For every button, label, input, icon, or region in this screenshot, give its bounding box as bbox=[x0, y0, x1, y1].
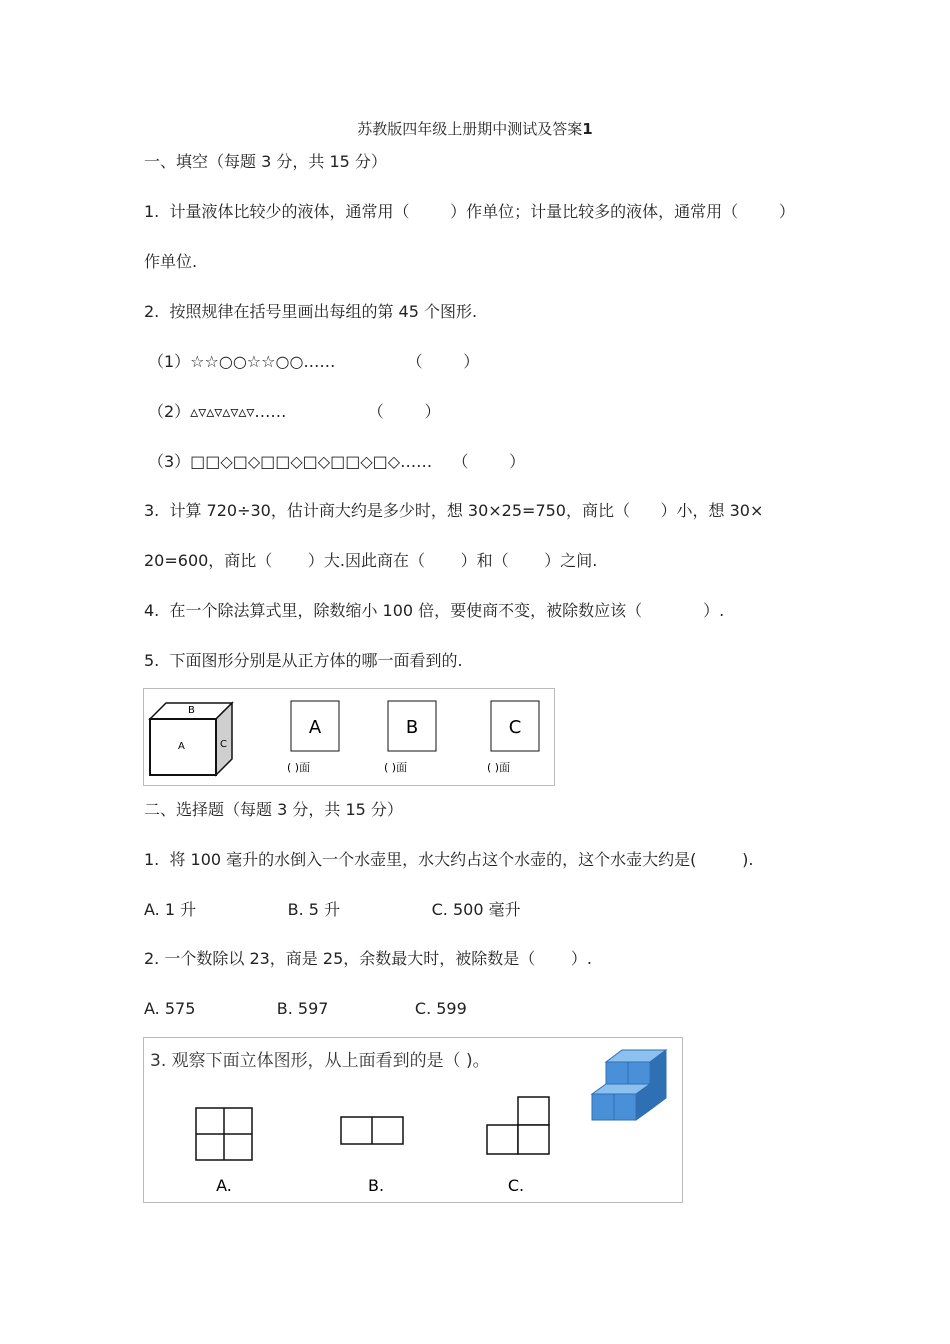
top-view-figure bbox=[143, 1037, 683, 1203]
top-view-drawing bbox=[144, 1038, 682, 1202]
section-1-heading: 一、填空（每题 3 分，共 15 分） bbox=[144, 152, 387, 171]
cube-view-figure bbox=[143, 688, 555, 786]
view-label-a: A bbox=[308, 717, 322, 738]
stacked-cubes-illustration bbox=[592, 1050, 666, 1120]
cube-front-label: A bbox=[178, 741, 185, 752]
view-blank-a: ( )面 bbox=[287, 761, 311, 774]
view-blank-b: ( )面 bbox=[384, 761, 408, 774]
cube-top-label: B bbox=[188, 705, 195, 716]
option-b-shape bbox=[341, 1117, 403, 1144]
option-a-shape bbox=[196, 1108, 252, 1160]
choice-question-1: 1. 将 100 毫升的水倒入一个水壶里，水大约占这个水壶的，这个水壶大约是( ). bbox=[144, 850, 754, 869]
choice-question-1-options: A. 1 升 B. 5 升 C. 500 毫升 bbox=[144, 900, 521, 919]
cube-side-label: C bbox=[220, 739, 227, 750]
question-1-line-2: 作单位. bbox=[144, 252, 198, 271]
title-number: 1 bbox=[582, 120, 593, 138]
question-3-line-1: 3. 计算 720÷30，估计商大约是多少时，想 30×25=750，商比（ ）小，想 30× bbox=[144, 501, 764, 520]
choice-question-2: 2. 一个数除以 23，商是 25，余数最大时，被除数是（ ）. bbox=[144, 949, 592, 968]
option-a-label: A. bbox=[216, 1176, 232, 1195]
title-text: 苏教版四年级上册期中测试及答案 bbox=[357, 120, 583, 138]
question-1-line-1: 1. 计量液体比较少的液体，通常用（ ）作单位；计量比较多的液体，通常用（ ） bbox=[144, 202, 795, 221]
view-blank-c: ( )面 bbox=[487, 761, 511, 774]
cube-view-drawing bbox=[144, 689, 554, 785]
question-2-part-1: （1）☆☆○○☆☆○○…… （ ） bbox=[148, 352, 480, 371]
question-4: 4. 在一个除法算式里，除数缩小 100 倍，要使商不变，被除数应该（ ）. bbox=[144, 601, 725, 620]
section-2-heading: 二、选择题（每题 3 分，共 15 分） bbox=[144, 800, 403, 819]
question-5: 5. 下面图形分别是从正方体的哪一面看到的. bbox=[144, 651, 463, 670]
question-3-line-2: 20=600，商比（ ）大.因此商在（ ）和（ ）之间. bbox=[144, 551, 598, 570]
view-label-c: C bbox=[508, 717, 522, 738]
option-b-label: B. bbox=[367, 1176, 385, 1195]
figure-question-text: 3. 观察下面立体图形，从上面看到的是（ )。 bbox=[150, 1051, 490, 1071]
question-2-part-2: （2）▵▿▵▿▵▿▵▿…… （ ） bbox=[148, 402, 441, 421]
view-label-b: B bbox=[405, 717, 419, 738]
question-2-part-3: （3）□□◇□◇□□◇□◇□□◇□◇…… （ ） bbox=[148, 452, 526, 471]
option-c-shape bbox=[487, 1097, 549, 1154]
page-title bbox=[0, 118, 950, 139]
question-2: 2. 按照规律在括号里画出每组的第 45 个图形. bbox=[144, 302, 478, 321]
option-c-label: C. bbox=[507, 1176, 525, 1195]
choice-question-2-options: A. 575 B. 597 C. 599 bbox=[144, 999, 467, 1018]
